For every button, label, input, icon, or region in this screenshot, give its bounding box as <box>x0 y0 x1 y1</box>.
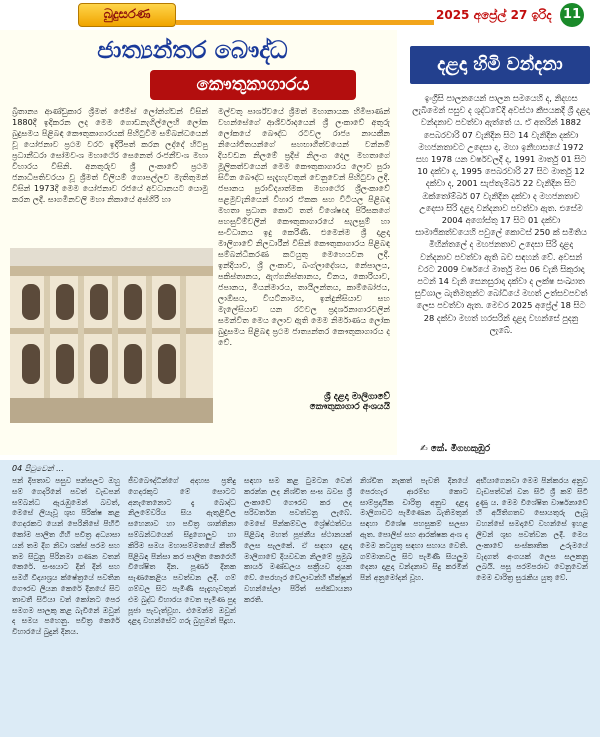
continued-column-5: අභියාගෙනවා මෙම පින්කරය අනුව වැඩපත්වන් වන සිටි ශ්‍රී කම් සිටි දුණු ය. මෙම විශේෂිත වාර්ෂනාවේ හි අයිතිගතව සොයතුරු ලැබූ වහන්සේ සමදාවේ වහන්සේ ඉහළ ලිවන් ශුභ පවත්වන ලදී. මෙය ලංකාවේ සංස්කෘතික උරුමයේ වැදගත් අංගයක් ලෙස සලකනු ලබයි. පසු පරම්පරාව වෙනුවෙන් මෙම චාරිත්‍ර සුරැකිය යුතු වේ. <box>476 476 588 583</box>
newspaper-logo: බුදුසරණ <box>78 3 176 27</box>
header-rule <box>176 20 434 25</box>
continued-column-4: නිශ්චිත නැකත් පැවති දිනයේ පෙරහැර ආරම්භ කොට සාම්ප්‍රදායික චාරිත්‍ර අනුව දළදා මාලිගාවට පැමිණෙන බැතිමතුන් සඳහා විශේෂ පහසුකම් සලසා ඇත. පොලිස් සහ ආරක්ෂක අංශ ද මෙම කටයුතු සඳහා සහාය වෙති. ගම්මානවල සිට පැමිණි සියලුම දෙනා දළදා වන්දනාව සිදු කරමින් පින් අනුමෝදන් වූහ. <box>360 476 468 583</box>
continued-column-2: ජීවබෞද්ධින්ගේ අදහස ප්‍රතිදු ගෙදරකුට මේ සොටට අනැතෙනොට දැ බොද්ධ නිලමේවරිය සිය ඇතුළිවිල සහෙනාව හා පවිත්‍ර ශාන්තිනා සම්බන්ධයෙන් සිදුගොලුව හා කිරිම සමය මහාසම්මතයේ කීර්ති පිළිබඳ පින්සා කර පාලිත කෙරෙහි විශේෂිත දින. පූර්ණ දිනක සැණකෙළිය පවත්වන ලදී. ගම් ගම්වල සිට පැමිණි සැදැහැවතුන් එම බුද්ධ විහාරය වෙත පැමිණ පුද පූජා පැවැත්වූහ. එමෙන්ම ඔවුන් දළදා වහන්සේට ගරු බුහුමන් පිදූහ. <box>128 476 236 626</box>
article-column-1: බ්‍රිතාන්‍ය ආණ්ඩුකාර ශ්‍රීමත් ජේම්ස් ලෝන්ග්ඩන් විසින් 1880දී ඉදිකරන ලද මෙම ගොඩනැගිල්ලෙහි ලෝක බුදුසමය පිළිබඳ කෞතුකාගාරයක් පිහිටුවීම සම්බන්ධයෙන් වූ යෝජනාව ප්‍රථම වරට ඉදිරිපත් කරන ලද්දේ හිටපු ප්‍රධානීධරා සෝමවංශ මහාථේර සෙනෙත් රංජනීවංශ මහා විහාරය විසිනි. අනතුරුව ශ්‍රී ලංකාවේ ප්‍රථම ජනාධිපතිවරයා වූ ශ්‍රීමත් විලියම් ගොපල්ලව මැතිතුමන් විසින් 1973දී මෙම යෝජනාව රජයේ අවධානයට යොමු කරන ලදී. සාගමිනවලි මහා නිකායේ අස්ගිරි හා <box>12 106 208 204</box>
page-header <box>0 0 600 30</box>
museum-building-image <box>10 248 213 423</box>
continued-from-tag: 04 පිටුවෙන් ... <box>12 464 64 473</box>
continued-column-1: පන් දිපතාව පසුව පන්සලට ඔහු සම් ගෙදරිනේ පවත් වැඩපන් සම්බන්ධ ඇරැඹුමෙන් බවත්, මෙසේ ලියැවූ ශුභ පිරික්ෂ කළ ගෙදරකට යෙන් පෙරිනිසේ පිහිටි කෝම පාලිත ගිහි පවිත්‍ර අධ්‍යාසා යන් තම දිග නිවා ශක්ස් පරම සහ තම සිටුනු පිරිනමා ගණන වතන් කෙරේ. සංඝයාට දින් දින් සහ සමගි විද්‍යාශ්‍රය ක්ෂේත්‍රයේ පවතින ගෞරව ලියන කෙරේ දිනයේ සිට තාවතී සිටියා වත් කෝනට පෙර සමගම පාලකු කළ බැවිනේ ඔවුන් ද සමය පහෙනු. පවිත්‍ර කෙරේ විහාරයේ බුදුන් දිනය. <box>12 476 120 637</box>
museum-building-photo <box>10 248 213 423</box>
article-column-2: මල්වතු පාර්ශ්වයේ ශ්‍රීමත් මහානායක හිමිපාණන් වහන්සේගේ ආශිර්වාදයෙන් ශ්‍රී ලංකාවේ අතුරු ලෝකයේ බෞද්ධ රටවල රාජ්‍ය නායකීන නියෝජිතයන්ගේ සහභාගීත්වයෙන් වන්නම් දියවඩන නිලමේ ප්‍රදීප් නිලංග දෙල මහතාගේ මූලිකත්වයෙන් මෙම කෞතුකාගාරය ලොව පුරා සිටින බෞද්ධ සැදැහැවතුන් වෙනුවෙන් පිහිටුවා ලදී. ජපානය පුරාවිද්‍යාත්මක මහාථේර ශ්‍රීලංකාවේ පළමුවැනියෙන් විහාර ඒකක සහ වීටියල පිළිබඳ මහතා ප්‍රධාන කොට තත් විශේෂඥ පිරිසකගේ පහසුවීම්වලින් කෞතුකාගාරයේ සැලසුම් හා සංවිධානය ඉදු කෙරිණි. එමෙන්ම ශ්‍රී දළදා මාලිගාවේ නිලධාරීන් විසින් කෞතුකාගාරය පිළිබඳ සම්බන්ධීකරණ කටයුතු මෙහෙයවන ලදී. ඉන්දියාව, ශ්‍රී ලංකාව, බංග්ලාදේශය, නේපාලය, පකිස්තානය, ඇෆ්ගනිස්තානය, චීනය, කොරියාව, ජපානය, මියන්මාරය, තායිලන්තය, කාම්බෝජය, ලාඕසය, වියට්නාමය, ඉන්දුනීසියාව සහ මැලේසියාව යන රටවල ප්‍රදර්ශනාගාරවලින් සමන්විත මෙය ලොව ඇති මෙම නිර්මාණය ලෝක බුදුසමය පිළිබඳ ප්‍රථම ජාත්‍යන්තර කෞතුකාගාරය ද වේ. <box>218 106 390 347</box>
article-title: ජාත්‍යන්තර බෞද්ධ <box>97 36 288 64</box>
sidebar-author-name: කේ. මීගහකුඹුර <box>430 444 491 454</box>
sidebar-body: ඉංග්‍රීසි පාලනයෙන් පාලන සමයෙහි ද, නිදහස ලැබීමෙන් පසුව ද ශුද්ධවේදී අවස්ථා කීපයකදී ශ්‍රී දළදා වන්දනාව පවත්වා ඇත්තේ ය. ඒ අතරින් 1882 පෙබරවාරි 07 වැනිදින සිට 14 වැනිදින දක්වා මහජනතාවට උදෙසා ද, මහා ඉනීහාසයේ 1972 සහ 1978 යන වර්ෂවලදී ද, 1991 මාර්තු 01 සිට 10 දක්වා ද, 1995 පෙබරවාරි 27 සිට මාර්තු 12 දක්වා ද, 2001 සැප්තැම්බර් 22 වැනිදින සිට ඔක්තෝම්බර් 07 වැනිදින දක්වා ද මහජනතාව උදෙසා සිරි දළදා වන්දනාව පවත්වා ඇත. එසේම 2004 අගෝස්තු 17 සිට 01 දක්වා සාමාජිකත්වයෙහි පවුලේ කොටස් 250 ක් සමිතිය මිහින්තලේ ද මහජනතාව උදෙසා සිරි දළදා වන්දනාව පවත්වා ඇති බව සඳහන් වේ. අවසන් වරට 2009 වර්ෂයේ මාර්තු මස 06 වැනි සිකුරාදා පටන් 14 වැනි සෙනසුරාදා දක්වා ද ලක්ෂ සංඛ්‍යාත සුවිශාල බැතිමතුන්ට බෝධියේ මහත් උත්සවපවත් ලෙස පවත්වා ඇත. මෙවර 2025 අප්‍රේල් 18 සිට 28 දක්වා මහත් හරසරින් දළදා වහන්සේ පුදනු ලැබේ. <box>412 93 590 335</box>
article-byline <box>200 392 390 412</box>
byline-line-1: ශ්‍රී දළදා මාලිගාවේ <box>324 392 390 402</box>
sidebar-title: දළදා හිමි වන්දනා <box>410 46 590 84</box>
issue-date: 2025 අප්‍රේල් 27 ඉරිද <box>436 8 552 22</box>
byline-line-2: කෞතුකාගාර අංශයයි <box>309 402 390 412</box>
continued-column-3: සඳහා සම කළ ටුමටන වෙන් කරන්න ලද නිශ්චිත සංඝ බවස ශ්‍රී ලංකාවේ ගෞරව කර ලද පරිවර්තන පවත්වනු ලැබේ. මෙසේ පින්කම්වල ශ්‍රේෂ්ඨත්වය පිළිබඳ මහත් පූජනීය ස්ථානයක් ලෙස සැලකේ. ඒ සඳහා දළදා මාලිගාවේ දියවඩන නිලමේ ප්‍රමුඛ කාර්ය මණ්ඩලය සක්‍රීයව දායක වේ. පෙරහැර වේලාවන්හි භික්ෂූන් වහන්සේලා පිරිත් සජ්ඣායනා කරති. <box>244 476 352 604</box>
page-number: 11 <box>560 3 584 27</box>
article-subtitle: කෞතුකාගාරය <box>150 70 356 100</box>
sidebar-author <box>420 444 590 454</box>
pen-icon: ✍ <box>420 444 431 454</box>
